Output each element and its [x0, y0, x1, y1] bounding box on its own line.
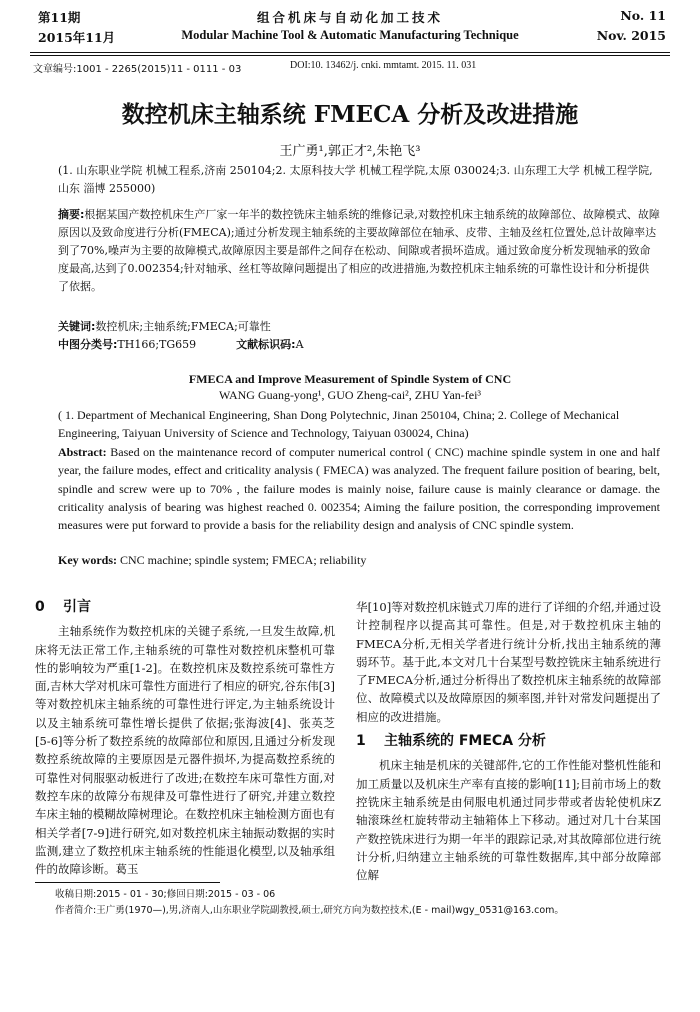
abstract-en-label: Abstract:: [58, 445, 107, 459]
intro-paragraph-cont: 华[10]等对数控机床链式刀库的进行了详细的介绍,并通过设计控制程序以提高其可靠性。但是,对于数控机床主轴的FMECA分析,无相关学者进行统计分析,找出主轴系统的薄弱环节。基于此,本文对几十台某型号数控铣床主轴系统进行了FMECA分析,通过分析得出了数控机床主轴系统的故障部位、故障模式以及故障原因的频率图,并针对常发问题提出了相应的改进措施。: [356, 600, 661, 724]
header-rule-thick: [30, 52, 670, 53]
running-header: [30, 8, 670, 50]
section-1-paragraph: 机床主轴是机床的关键部件,它的工作性能对整机性能和加工质量以及机床生产率有直接的影响[11];目前市场上的数控铣床主轴系统是由伺服电机通过同步带或者齿轮使机床Z轴滚珠丝杠旋转带动主轴箱体上下移动。通过对几十台某国产数控铣床进行为期一年半的跟踪记录,对其故障部位进行统计分析,归纳建立主轴系统的可靠性数据库,其中部分故障部位解: [356, 758, 661, 883]
date-en: Nov. 2015: [596, 28, 666, 43]
header-rule-thin: [30, 55, 670, 56]
section-0-number: 0: [35, 599, 45, 615]
section-1-heading: [356, 732, 661, 750]
footnote-author-bio: 作者简介:王广勇(1970—),男,济南人,山东职业学院副教授,硕士,研究方向为数控技术,(E - mail)wgy_0531@163.com。: [55, 905, 564, 916]
section-0-title: 引言: [63, 599, 91, 615]
abstract-cn: [58, 206, 660, 296]
doc-code: A: [295, 338, 304, 351]
classification: [58, 336, 660, 354]
body-column-left: [35, 598, 335, 878]
body-column-right: [356, 598, 661, 884]
authors-cn: 王广勇¹,郭正才²,朱艳飞³: [279, 144, 421, 159]
paper-title-en: FMECA and Improve Measurement of Spindle System of CNC: [188, 372, 512, 386]
doc-code-label: 文献标识码:: [236, 338, 296, 351]
footnote-rule: [35, 882, 220, 883]
affiliation-en: ( 1. Department of Mechanical Engineering, Shan Dong Polytechnic, Jinan 250104, China; 2. College of Mechanical Engineering, Taiyuan University of Science and Technology, Taiyuan 030024, China): [58, 408, 620, 440]
keywords-en-label: Key words:: [58, 553, 117, 567]
keywords-en-text: CNC machine; spindle system; FMECA; reliability: [117, 553, 367, 567]
journal-title-en: Modular Machine Tool & Automatic Manufacturing Technique: [181, 28, 519, 42]
keywords-cn-text: 数控机床;主轴系统;FMECA;可靠性: [95, 320, 271, 333]
article-number: 文章编号:1001 - 2265(2015)11 - 0111 - 03: [33, 64, 242, 75]
abstract-en: [58, 443, 660, 534]
issue-en: No. 11: [620, 8, 666, 23]
doi: DOI:10. 13462/j. cnki. mmtamt. 2015. 11. 031: [290, 60, 477, 71]
date-cn: 2015年11月: [38, 30, 116, 45]
intro-paragraph: 主轴系统作为数控机床的关键子系统,一旦发生故障,机床将无法正常工作,主轴系统的可靠性对数控机床整机可靠性的影响较为严重[1-2]。在数控机床及数控系统可靠性方面,吉林大学对机床可靠性方面进行了相应的研究,谷东伟[3]等对数控机床主轴系统的可靠性进行评定,为主轴系统设计以及主轴系统可靠性增长提供了依据;张海波[4]、张英芝[5-6]等分析了数控系统的故障部位和原因,且通过分析发现数控系统故障的主要原因是元器件损坏,为提高数控系统的可靠性对伺服驱动板进行了改进;在数控车床可靠性方面,对数控车床的故障分布规律及可靠性进行了研究,并建立数控车床主轴的模糊故障树理论。在数控机床主轴检测方面也有相关学者[7-9]进行研究,如对数控机床主轴振动数据的实时监测,建立了数控机床主轴系统的性能退化模型,以及轴承组件的故障诊断。葛玉: [35, 624, 335, 877]
section-1-number: 1: [356, 733, 366, 750]
keywords-cn: [58, 318, 660, 336]
affiliation-cn: (1. 山东职业学院 机械工程系,济南 250104;2. 太原科技大学 机械工程学院,太原 030024;3. 山东理工大学 机械工程学院,山东 淄博 255000): [58, 164, 653, 195]
clc-label: 中图分类号:: [58, 338, 118, 351]
keywords-en: [58, 553, 660, 568]
authors-en: WANG Guang-yong¹, GUO Zheng-cai², ZHU Yan-fei³: [218, 388, 482, 402]
paper-title-cn: 数控机床主轴系统 FMECA 分析及改进措施: [121, 101, 579, 128]
section-0-heading: [35, 598, 335, 616]
section-1-title: 主轴系统的 FMECA 分析: [384, 733, 546, 750]
issue-cn: 第11期: [38, 10, 81, 25]
clc-code: TH166;TG659: [117, 338, 197, 351]
abstract-cn-label: 摘要:: [58, 208, 85, 221]
abstract-en-text: Based on the maintenance record of computer numerical control ( CNC) machine spindle system in one and half year, the failure modes, effect and criticality analysis ( FMECA) was analyzed. The frequent failure position of bearing, belt, spindle and screw were up to 70% , the failure modes is mainly noise, failure cause is mainly clearance or damage. the criticality analysis of bearing was highest reached 0. 002354; Aiming the failure position, the corresponding improvement measures were put forward to provide a basis for the reliability design and analysis of CNC spindle system.: [58, 445, 660, 533]
abstract-cn-text: 根据某国产数控机床生产厂家一年半的数控铣床主轴系统的维修记录,对数控机床主轴系统的故障部位、故障模式、故障原因以及致命度进行分析(FMECA);通过分析发现主轴系统的主要故障部位在轴承、皮带、主轴及丝杠位置处,总计故障率达到了70%,噪声为主要的故障模式,故障原因主要是部件之间存在松动、间隙或者损坏造成。通过致命度分析发现轴承的致命度最高,达到了0.002354;针对轴承、丝杠等故障问题提出了相应的改进措施,为数控机床主轴系统的可靠性设计和分析提供了依据。: [58, 208, 660, 293]
footnote-received: 收稿日期:2015 - 01 - 30;修回日期:2015 - 03 - 06: [55, 889, 276, 900]
journal-title-cn: 组合机床与自动化加工技术: [256, 10, 443, 25]
keywords-cn-label: 关键词:: [58, 320, 96, 333]
